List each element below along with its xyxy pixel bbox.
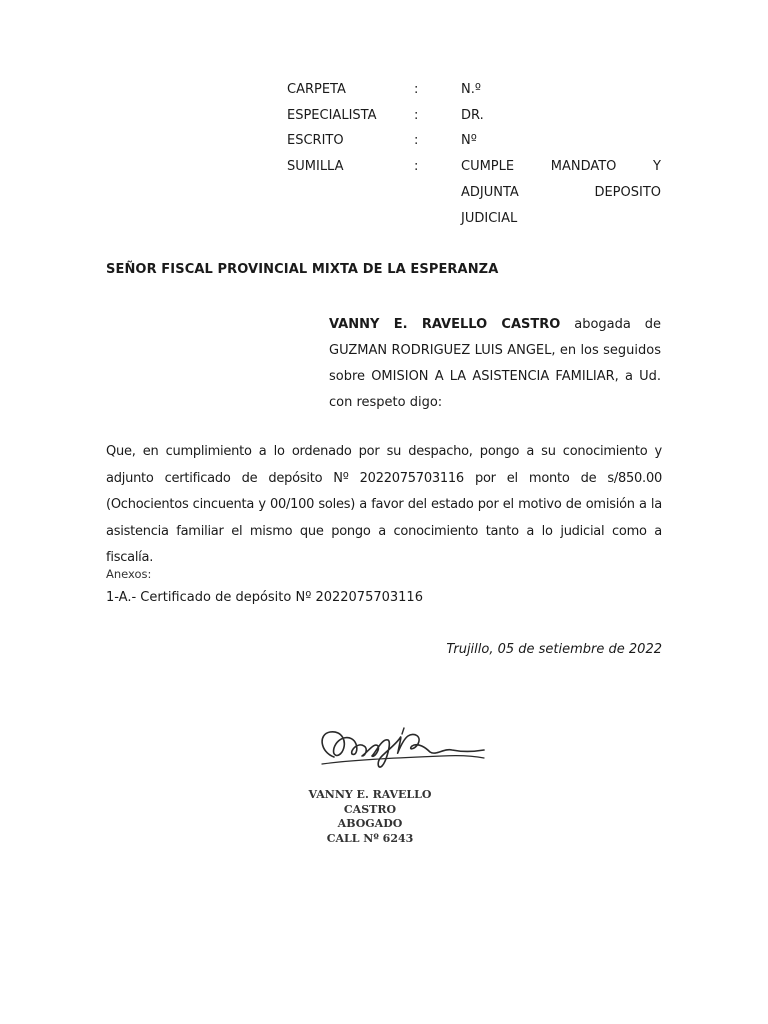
stamp-title: ABOGADO [337, 817, 403, 830]
sumilla-word: CUMPLE [461, 159, 515, 174]
date-line: Trujillo, 05 de setiembre de 2022 [446, 642, 662, 657]
header-row-sumilla [0, 154, 768, 234]
sumilla-word: DEPOSITO [594, 185, 661, 200]
especialista-colon: : [414, 108, 419, 123]
header-block [0, 77, 768, 237]
intro-text: abogada de GUZMAN RODRIGUEZ LUIS ANGEL, en los seguidos sobre OMISION A LA ASISTENCIA FAMILIAR, a Ud. con respeto digo: [329, 317, 662, 410]
escrito-colon: : [414, 133, 419, 148]
signature-stamp [282, 788, 458, 846]
especialista-value: DR. [461, 108, 484, 123]
sumilla-word: JUDICIAL [461, 211, 518, 226]
stamp-name: VANNY E. RAVELLO CASTRO [308, 788, 432, 816]
intro-paragraph [329, 312, 661, 416]
sumilla-line-1 [461, 154, 661, 180]
sumilla-line-3 [461, 206, 661, 232]
carpeta-label: CARPETA [287, 82, 346, 97]
lawyer-name: VANNY E. RAVELLO CASTRO [329, 317, 561, 332]
escrito-label: ESCRITO [287, 133, 344, 148]
sumilla-word: MANDATO [550, 159, 617, 174]
header-row-escrito [0, 128, 768, 154]
sumilla-label: SUMILLA [287, 159, 344, 174]
header-row-carpeta [0, 77, 768, 103]
sumilla-colon: : [414, 159, 419, 174]
handwritten-signature [312, 712, 492, 782]
anexos-label: Anexos: [106, 567, 152, 581]
carpeta-value: N.º [461, 82, 481, 97]
sumilla-line-2 [461, 180, 661, 206]
header-row-especialista [0, 103, 768, 129]
sumilla-word: Y [653, 159, 661, 174]
stamp-registry: CALL Nº 6243 [326, 831, 414, 845]
addressee: SEÑOR FISCAL PROVINCIAL MIXTA DE LA ESPERANZA [106, 262, 499, 277]
especialista-label: ESPECIALISTA [287, 108, 377, 123]
carpeta-colon: : [414, 82, 419, 97]
sumilla-word: ADJUNTA [461, 185, 519, 200]
escrito-value: Nº [461, 133, 477, 148]
anexo-item: 1-A.- Certificado de depósito Nº 2022075703116 [106, 590, 423, 605]
body-paragraph: Que, en cumplimiento a lo ordenado por su despacho, pongo a su conocimiento y adjunto certificado de depósito Nº 2022075703116 por el monto de s/850.00 (Ochocientos cincuenta y 00/100 soles) a favor del estado por el motivo de omisión a la asistencia familiar el mismo que pongo a conocimiento tanto a lo judicial como a fiscalía. [106, 444, 662, 565]
